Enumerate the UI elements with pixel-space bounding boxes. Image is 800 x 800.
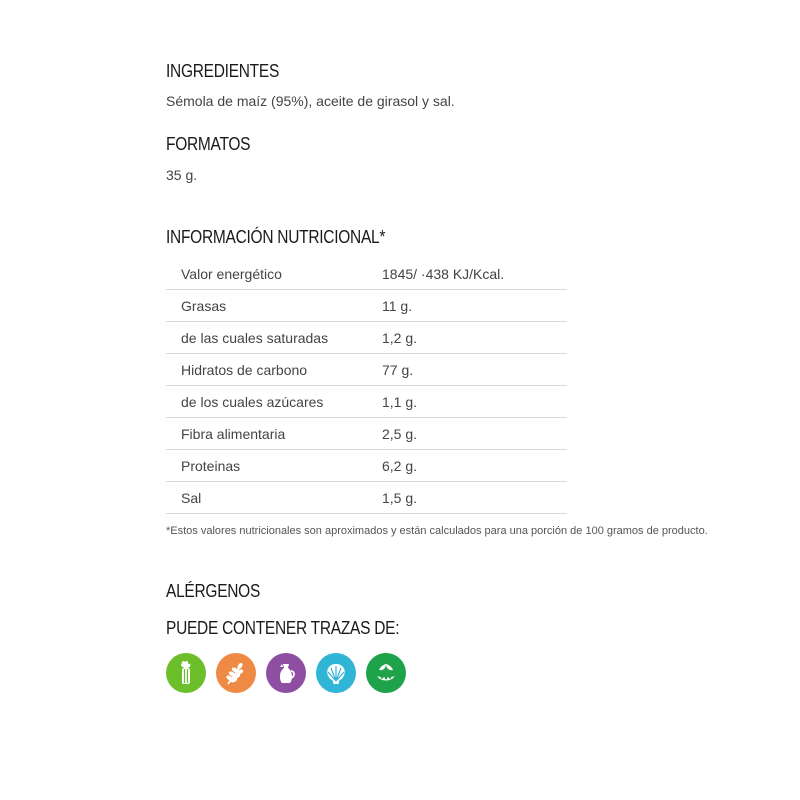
legume-icon — [366, 653, 406, 693]
nutrient-value: 1,5 g. — [367, 482, 567, 514]
nutrient-value: 2,5 g. — [367, 418, 567, 450]
nutrient-label: Sal — [166, 482, 367, 514]
traces-subheading: PUEDE CONTENER TRAZAS DE: — [166, 618, 400, 638]
nutrient-label: Proteinas — [166, 450, 367, 482]
nutrient-label: Hidratos de carbono — [166, 354, 367, 386]
formats-text: 35 g. — [166, 167, 198, 183]
nutrient-label: Grasas — [166, 290, 367, 322]
nutrient-value: 1845/ ·438 KJ/Kcal. — [367, 258, 567, 290]
nutrient-label: Valor energético — [166, 258, 367, 290]
table-row — [166, 354, 567, 386]
table-row — [166, 258, 567, 290]
nutrition-heading: INFORMACIÓN NUTRICIONAL* — [166, 227, 386, 247]
nutrient-label: de los cuales azúcares — [166, 386, 367, 418]
table-row — [166, 386, 567, 418]
table-row — [166, 418, 567, 450]
table-row — [166, 450, 567, 482]
nutrient-value: 6,2 g. — [367, 450, 567, 482]
nutrient-label: Fibra alimentaria — [166, 418, 367, 450]
table-row — [166, 290, 567, 322]
formats-heading: FORMATOS — [166, 134, 251, 154]
shell-icon — [316, 653, 356, 693]
ingredients-text: Sémola de maíz (95%), aceite de girasol y sal. — [166, 93, 455, 109]
table-row — [166, 482, 567, 514]
celery-icon — [166, 653, 206, 693]
nutrient-value: 1,1 g. — [367, 386, 567, 418]
ingredients-heading: INGREDIENTES — [166, 61, 280, 81]
milk-jug-icon — [266, 653, 306, 693]
nutrition-table — [166, 258, 567, 514]
allergens-heading: ALÉRGENOS — [166, 581, 261, 601]
table-row — [166, 322, 567, 354]
wheat-icon — [216, 653, 256, 693]
nutrient-value: 11 g. — [367, 290, 567, 322]
nutrient-value: 77 g. — [367, 354, 567, 386]
nutrient-value: 1,2 g. — [367, 322, 567, 354]
nutrition-footnote: *Estos valores nutricionales son aproximados y están calculados para una porción de 100 gramos de producto. — [166, 525, 708, 537]
nutrient-label: de las cuales saturadas — [166, 322, 367, 354]
